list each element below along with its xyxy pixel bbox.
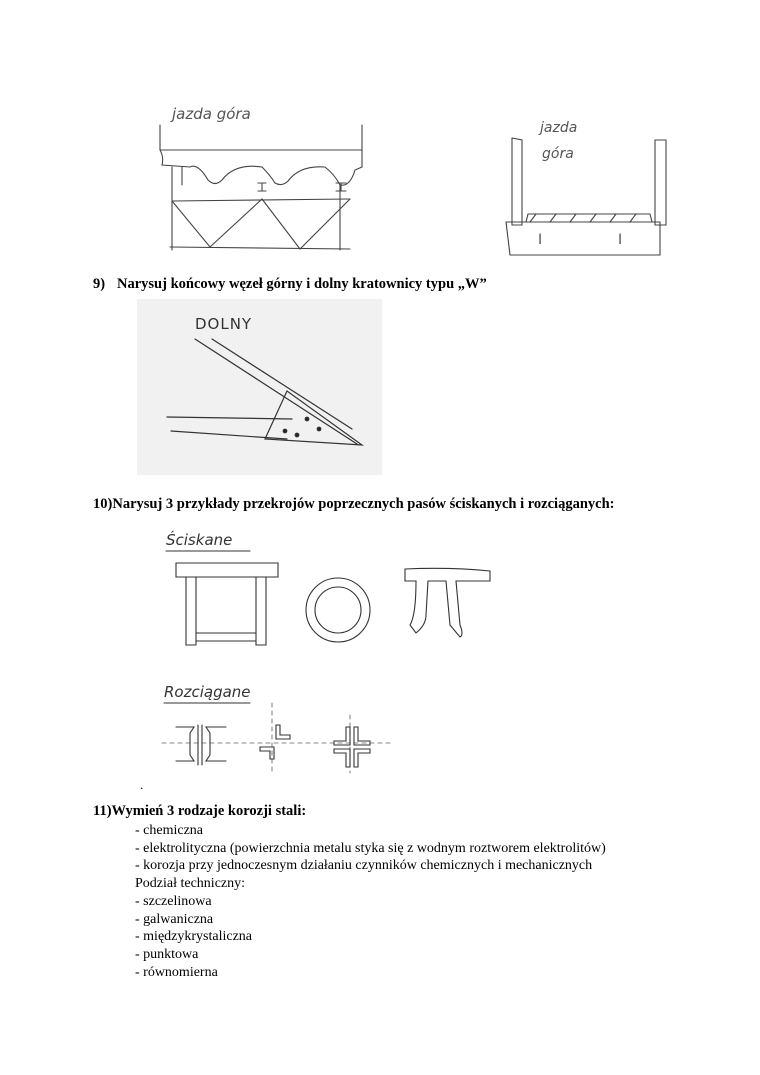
beam-mark-1: I xyxy=(538,232,543,248)
technical-item: - szczelinowa xyxy=(135,893,212,909)
question-9 xyxy=(93,276,487,293)
corrosion-item: - chemiczna xyxy=(135,823,204,838)
question-9-text: Narysuj końcowy węzeł górny i dolny kratownicy typu „W” xyxy=(117,276,487,292)
technical-division-heading: Podział techniczny: xyxy=(135,876,246,892)
question-10-text: Narysuj 3 przykłady przekrojów poprzecznych pasów ściskanych i rozciąganych: xyxy=(112,496,615,512)
question-9-number: 9) xyxy=(93,276,106,292)
sketch-truss-deck-top xyxy=(150,95,375,265)
corrosion-item: - elektrolityczna (powierzchnia metalu styka się z wodnym roztworem elektrolitów) xyxy=(135,840,606,856)
label-compressed: Ściskane xyxy=(166,531,233,549)
technical-item: - galwaniczna xyxy=(135,911,214,927)
question-11-number: 11) xyxy=(93,803,112,819)
question-11 xyxy=(93,803,306,820)
sketch-label-jazda: jazda xyxy=(540,120,578,136)
sketch-label-gora: góra xyxy=(542,146,574,162)
label-tension: Rozciągane xyxy=(164,683,251,701)
sketch-compressed-sections xyxy=(160,525,500,665)
beam-mark-2: I xyxy=(618,232,623,248)
sketch-label-jazda-gora: jazda góra xyxy=(172,105,251,123)
question-11-text: Wymień 3 rodzaje korozji stali: xyxy=(111,803,307,819)
sketch-through-bridge xyxy=(500,110,675,265)
sketch-label-dolny: DOLNY xyxy=(195,315,253,333)
sketch-bottom-node xyxy=(137,299,382,475)
question-10-number: 10) xyxy=(93,496,113,512)
question-10 xyxy=(93,496,614,513)
stray-mark: . xyxy=(140,777,144,792)
technical-item: - punktowa xyxy=(135,946,199,962)
technical-item: - równomierna xyxy=(135,964,218,980)
technical-item: - międzykrystaliczna xyxy=(135,929,253,945)
corrosion-list xyxy=(135,822,606,981)
corrosion-item: - korozja przy jednoczesnym działaniu czynników chemicznych i mechanicznych xyxy=(135,858,593,874)
sketch-tension-sections xyxy=(160,675,400,775)
